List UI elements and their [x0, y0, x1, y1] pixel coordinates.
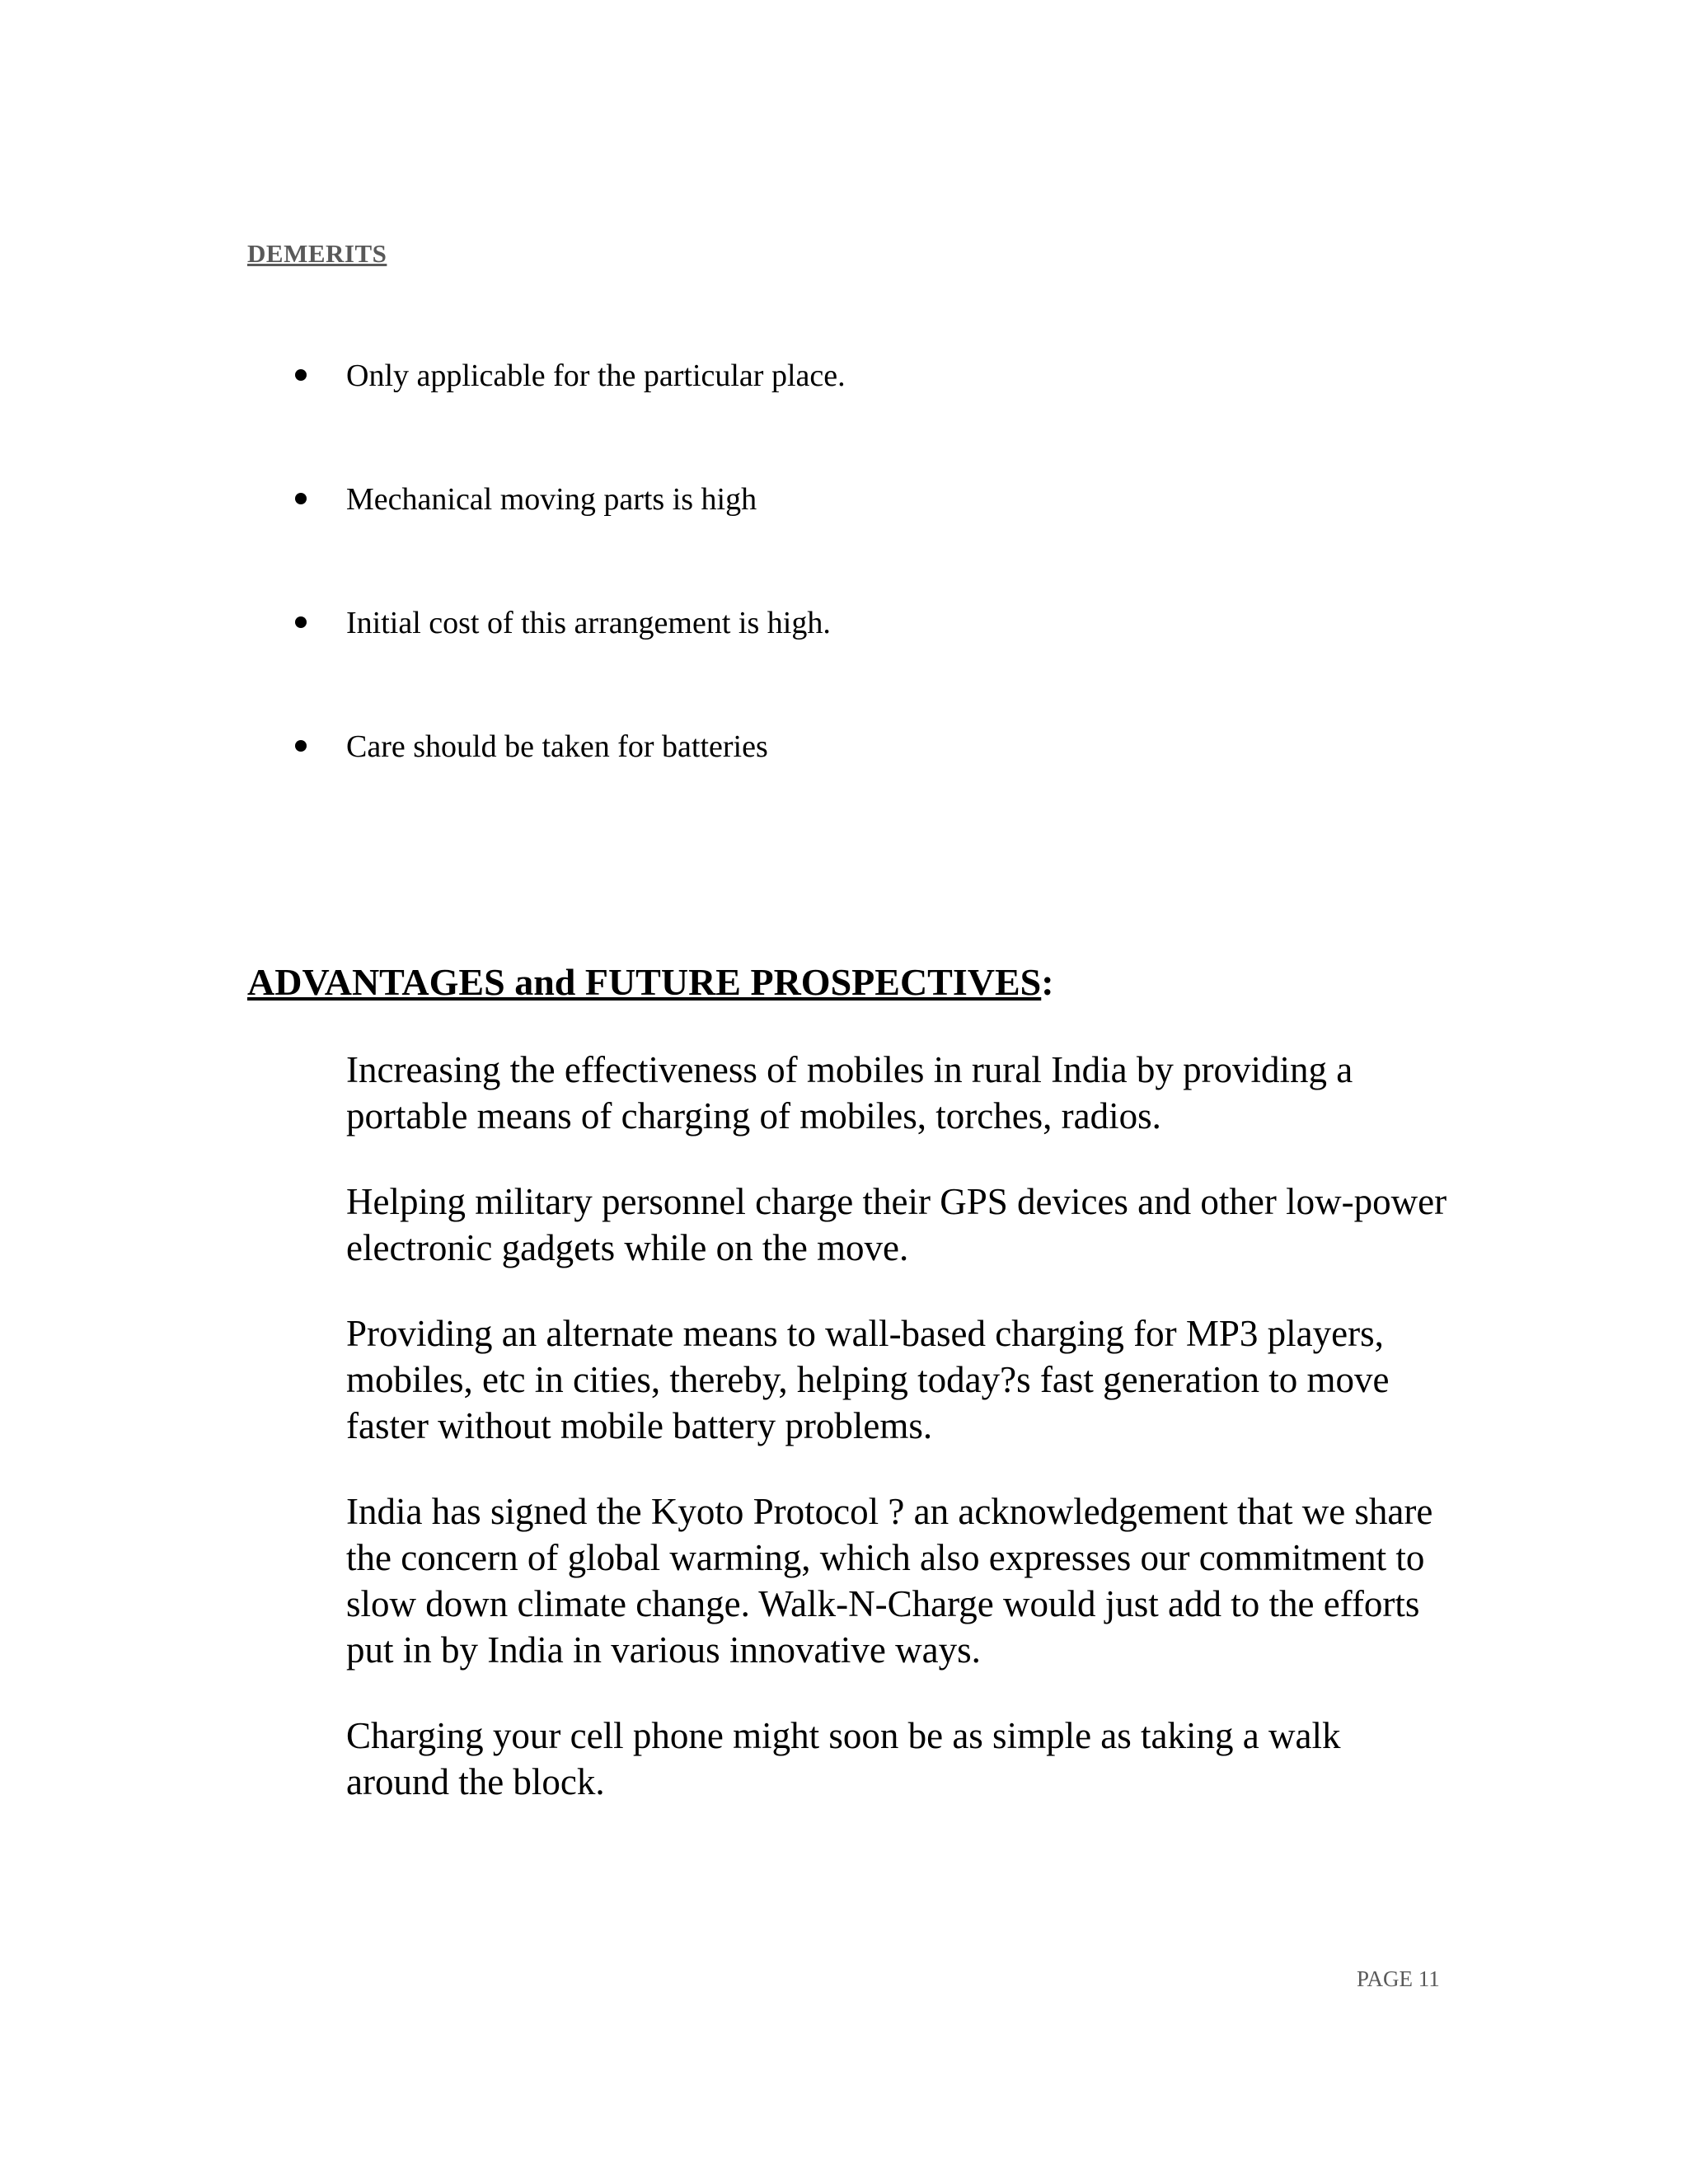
bullet-icon — [295, 740, 307, 752]
bullet-icon — [295, 493, 307, 504]
paragraph: India has signed the Kyoto Protocol ? an acknowledgement that we share the concern of global warming, which also expresses our commitment to slow down climate change. Walk-N-Charge would just add to the efforts put in by India in various innovative ways. — [346, 1491, 1433, 1671]
list-item — [247, 717, 1484, 841]
list-item-text: Mechanical moving parts is high — [346, 482, 757, 517]
list-item — [247, 593, 1484, 717]
advantages-heading-text: ADVANTAGES and FUTURE PROSPECTIVES — [247, 961, 1042, 1003]
list-item — [247, 346, 1484, 470]
advantages-heading — [247, 960, 1054, 1004]
advantages-heading-colon: : — [1041, 961, 1054, 1003]
paragraph: Helping military personnel charge their GPS devices and other low-power electronic gadgets while on the move. — [346, 1181, 1447, 1268]
bullet-icon — [295, 369, 307, 381]
list-item-text: Only applicable for the particular place. — [346, 359, 846, 393]
bullet-icon — [295, 616, 307, 628]
list-item — [247, 470, 1484, 593]
list-item-text: Care should be taken for batteries — [346, 729, 768, 764]
list-item-text: Initial cost of this arrangement is high. — [346, 606, 831, 640]
paragraph: Providing an alternate means to wall-based charging for MP3 players, mobiles, etc in cities, thereby, helping today?s fast generation to move faster without mobile battery problems. — [346, 1313, 1390, 1446]
page-number: PAGE 11 — [1357, 1966, 1440, 1991]
advantages-body — [346, 1047, 1451, 1844]
paragraph: Increasing the effectiveness of mobiles in rural India by providing a portable means of charging of mobiles, torches, radios. — [346, 1049, 1353, 1137]
demerits-list — [247, 346, 1484, 841]
demerits-heading: DEMERITS — [247, 239, 387, 268]
paragraph: Charging your cell phone might soon be as simple as taking a walk around the block. — [346, 1715, 1341, 1802]
